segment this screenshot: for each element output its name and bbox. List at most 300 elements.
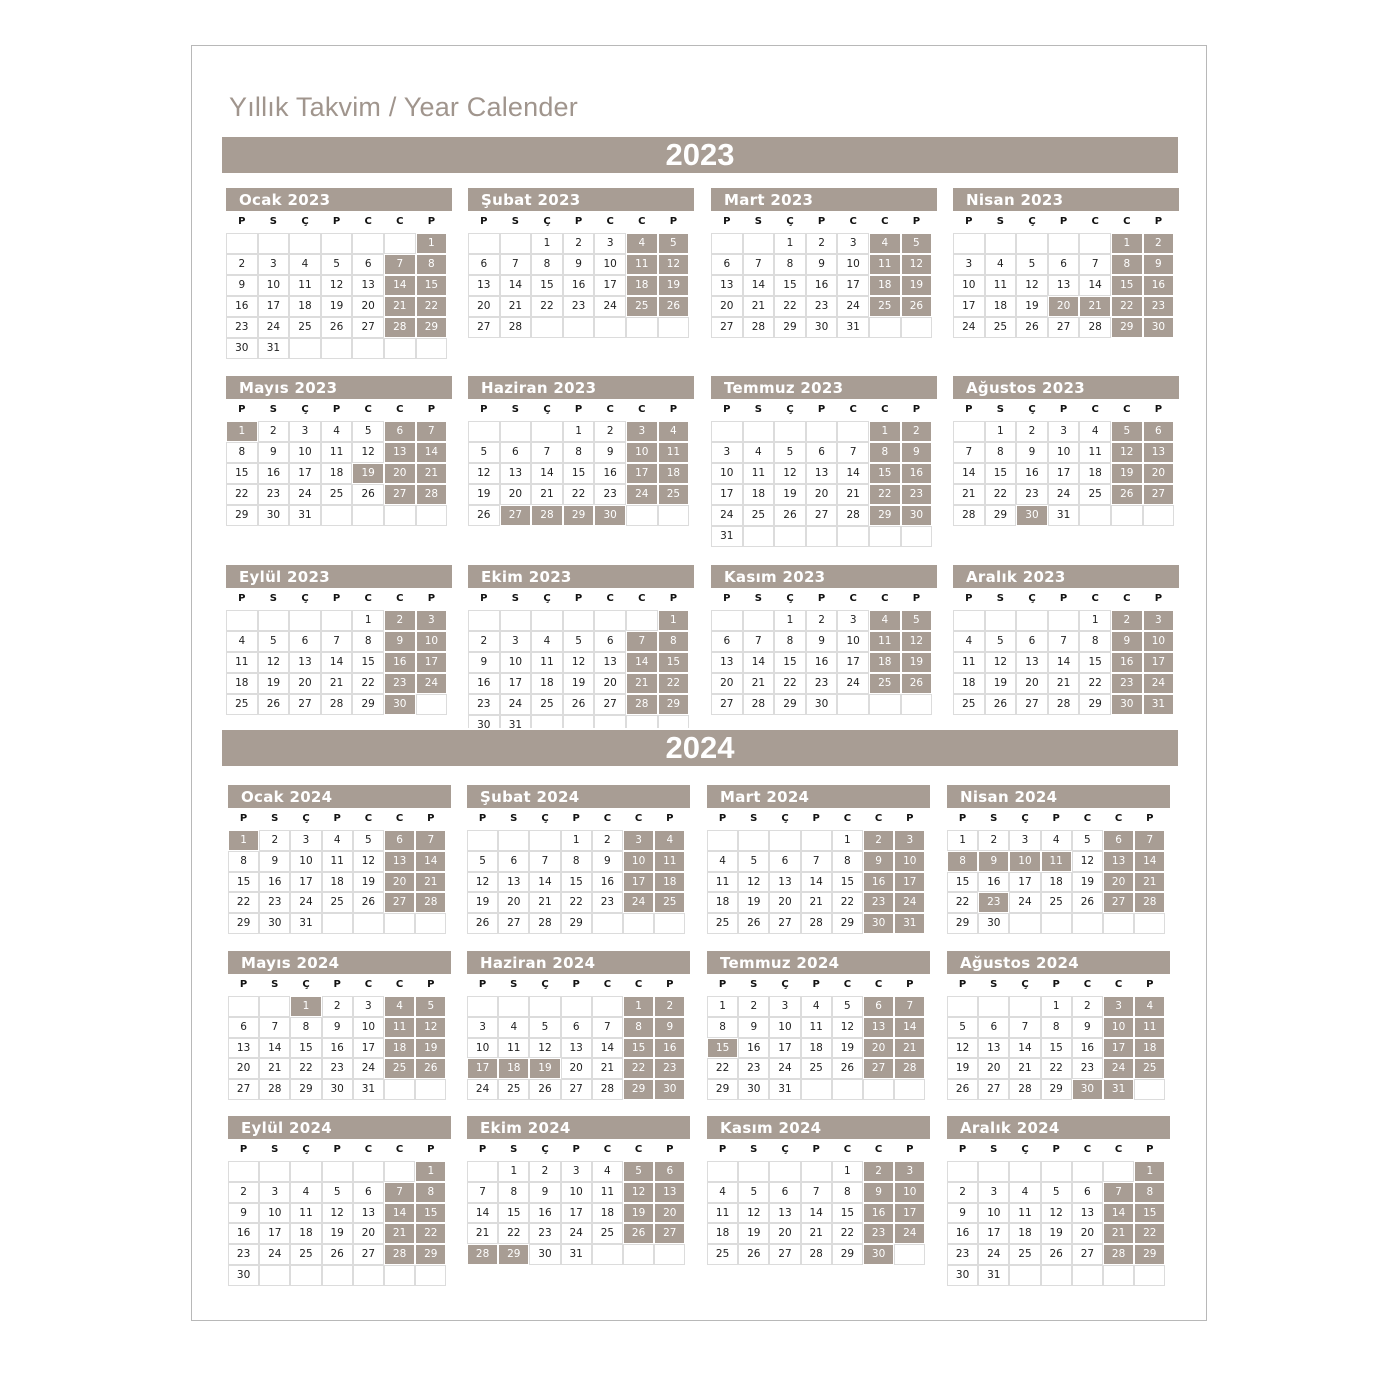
day-cell: 20 [863,1038,894,1059]
day-cell: 19 [467,892,498,913]
day-cell: 20 [769,892,800,913]
day-cell: 10 [353,1017,384,1038]
empty-day-cell [769,830,800,851]
day-cell: 25 [1134,1058,1165,1079]
day-cell: 7 [1134,830,1165,851]
weekday-label: C [1091,593,1099,604]
day-cell: 6 [228,1017,259,1038]
empty-day-cell [1041,1265,1072,1286]
day-cell: 22 [290,1058,321,1079]
day-cell: 12 [415,1017,446,1038]
day-cell: 22 [561,892,592,913]
day-cell: 27 [384,892,415,913]
day-cell: 18 [626,275,658,296]
day-cell: 18 [1009,1223,1040,1244]
day-cell: 25 [1079,484,1111,505]
day-cell: 10 [290,851,321,872]
day-cell: 26 [832,1058,863,1079]
day-cell: 28 [743,317,775,338]
day-cell: 1 [774,610,806,631]
day-cell: 13 [711,652,743,673]
weekday-label: P [1052,979,1060,990]
weekday-label: C [606,593,614,604]
day-cell: 30 [978,913,1009,934]
day-cell: 28 [321,694,353,715]
empty-day-cell [415,1079,446,1100]
day-cell: 4 [531,631,563,652]
weekday-label: S [271,1144,279,1155]
weekday-label: S [271,813,279,824]
day-cell: 13 [1143,442,1175,463]
weekday-label: C [364,979,373,990]
day-cell: 8 [774,631,806,652]
day-cell: 28 [384,1244,415,1265]
day-cell: 22 [707,1058,738,1079]
day-cell: 30 [594,505,626,526]
weekday-label: Ç [786,593,794,604]
day-cell: 5 [258,631,290,652]
weekday-header-row [228,808,451,830]
day-cell: 29 [947,913,978,934]
day-cell: 14 [500,275,532,296]
day-cell: 18 [226,673,258,694]
day-cell: 18 [869,275,901,296]
empty-day-cell [467,830,498,851]
weekday-label: P [239,979,248,990]
weekday-label: Ç [541,1144,549,1155]
day-cell: 21 [894,1038,925,1059]
day-cell: 9 [806,631,838,652]
day-cell: 31 [894,913,925,934]
day-cell: 23 [901,484,933,505]
day-cell: 23 [258,484,290,505]
day-cell: 12 [1016,275,1048,296]
empty-day-cell [322,913,353,934]
month-block [947,1116,1170,1286]
weekday-label: S [511,216,519,227]
day-cell: 26 [563,694,595,715]
day-cell: 17 [289,463,321,484]
day-cell: 20 [353,1223,384,1244]
empty-day-cell [1016,610,1048,631]
weekday-label: C [874,979,883,990]
day-cell: 19 [1041,1223,1072,1244]
day-cell: 22 [1111,296,1143,317]
day-cell: 11 [226,652,258,673]
empty-day-cell [978,1161,1009,1182]
day-cell: 6 [711,254,743,275]
day-cell: 16 [594,463,626,484]
day-cell: 5 [1111,421,1143,442]
empty-day-cell [592,913,623,934]
day-cell: 1 [226,421,258,442]
day-cell: 25 [654,892,685,913]
day-cell: 20 [711,296,743,317]
weekday-label: Ç [543,216,551,227]
day-cell: 5 [738,851,769,872]
day-cell: 28 [531,505,563,526]
day-cell: 5 [563,631,595,652]
day-cell: 21 [837,484,869,505]
day-cell: 4 [654,830,685,851]
day-cell: 15 [1041,1038,1072,1059]
month-title: Ekim 2024 [467,1116,690,1139]
empty-day-cell [529,830,560,851]
day-cell: 14 [467,1203,498,1224]
day-cell: 23 [1143,296,1175,317]
weekday-label: C [364,404,372,415]
day-cell: 5 [467,851,498,872]
day-cell: 24 [837,296,869,317]
day-cell: 5 [832,996,863,1017]
day-cell: 4 [290,1182,321,1203]
day-cell: 22 [1079,673,1111,694]
day-cell: 20 [384,463,416,484]
day-grid [947,830,1165,934]
weekday-label: C [1114,1144,1123,1155]
day-cell: 20 [1143,463,1175,484]
day-cell: 5 [468,442,500,463]
day-cell: 6 [1103,830,1134,851]
day-cell: 13 [228,1038,259,1059]
day-cell: 13 [769,1203,800,1224]
weekday-label: P [718,1144,727,1155]
day-cell: 21 [416,463,448,484]
day-cell: 28 [500,317,532,338]
day-cell: 17 [894,1203,925,1224]
weekday-label: P [427,979,435,990]
day-cell: 10 [289,442,321,463]
day-cell: 24 [769,1058,800,1079]
day-cell: 17 [978,1223,1009,1244]
day-cell: 6 [1016,631,1048,652]
day-cell: 29 [1079,694,1111,715]
day-cell: 10 [1048,442,1080,463]
weekday-label: S [996,404,1004,415]
day-cell: 3 [623,830,654,851]
day-cell: 9 [226,275,258,296]
day-cell: 4 [953,631,985,652]
weekday-label: P [817,404,826,415]
day-cell: 24 [1103,1058,1134,1079]
day-cell: 16 [1072,1038,1103,1059]
day-cell: 20 [468,296,500,317]
day-cell: 26 [1041,1244,1072,1265]
day-cell: 16 [947,1223,978,1244]
day-cell: 20 [498,892,529,913]
day-cell: 5 [353,830,384,851]
day-cell: 27 [352,317,384,338]
weekday-label: C [1091,404,1099,415]
day-cell: 7 [801,851,832,872]
day-cell: 11 [985,275,1017,296]
weekday-label: Ç [1021,1144,1029,1155]
weekday-label: P [669,404,678,415]
day-cell: 27 [384,484,416,505]
day-cell: 7 [801,1182,832,1203]
day-cell: 21 [592,1058,623,1079]
empty-day-cell [832,1079,863,1100]
day-cell: 26 [901,673,933,694]
day-cell: 17 [258,296,290,317]
day-cell: 31 [289,505,321,526]
weekday-header-row [947,974,1170,996]
day-cell: 26 [738,913,769,934]
day-cell: 16 [654,1038,685,1059]
weekday-label: P [965,404,973,415]
day-cell: 30 [226,338,258,359]
day-cell: 11 [1041,851,1072,872]
day-cell: 21 [529,892,560,913]
weekday-label: S [510,979,518,990]
day-cell: 17 [353,1038,384,1059]
day-cell: 7 [1048,631,1080,652]
weekday-label: P [1146,1144,1154,1155]
empty-day-cell [894,1079,925,1100]
day-cell: 14 [837,463,869,484]
day-grid [467,996,685,1100]
day-cell: 8 [832,851,863,872]
weekday-label: S [269,404,277,415]
day-cell: 13 [1103,851,1134,872]
day-cell: 3 [1143,610,1175,631]
day-cell: 14 [894,1017,925,1038]
weekday-label: S [990,979,998,990]
day-cell: 21 [1009,1058,1040,1079]
empty-day-cell [707,1161,738,1182]
day-cell: 15 [415,1203,446,1224]
weekday-label: C [396,404,404,415]
day-cell: 12 [563,652,595,673]
empty-day-cell [290,1161,321,1182]
day-cell: 28 [415,892,446,913]
day-cell: 10 [769,1017,800,1038]
day-cell: 12 [738,1203,769,1224]
day-cell: 21 [1048,673,1080,694]
day-cell: 8 [623,1017,654,1038]
day-cell: 13 [561,1038,592,1059]
day-cell: 24 [290,892,321,913]
day-cell: 27 [978,1079,1009,1100]
day-cell: 7 [259,1017,290,1038]
day-cell: 5 [1072,830,1103,851]
weekday-label: P [958,979,967,990]
day-cell: 18 [953,673,985,694]
day-cell: 31 [1048,505,1080,526]
weekday-label: C [603,813,612,824]
day-cell: 10 [1009,851,1040,872]
day-cell: 31 [1143,694,1175,715]
day-cell: 13 [863,1017,894,1038]
day-cell: 27 [498,913,529,934]
day-cell: 27 [228,1079,259,1100]
empty-day-cell [384,1161,415,1182]
month-block [467,1116,690,1265]
day-cell: 4 [498,1017,529,1038]
day-cell: 29 [832,1244,863,1265]
day-cell: 10 [594,254,626,275]
day-cell: 28 [592,1079,623,1100]
day-cell: 4 [321,421,353,442]
day-cell: 6 [806,442,838,463]
day-cell: 3 [259,1182,290,1203]
day-cell: 6 [1048,254,1080,275]
empty-day-cell [1103,1161,1134,1182]
day-cell: 24 [353,1058,384,1079]
day-cell: 17 [1048,463,1080,484]
day-cell: 7 [743,631,775,652]
day-cell: 7 [894,996,925,1017]
empty-day-cell [1134,913,1165,934]
day-cell: 12 [352,442,384,463]
day-cell: 1 [1041,996,1072,1017]
day-cell: 21 [384,296,416,317]
day-cell: 2 [806,610,838,631]
day-cell: 25 [322,892,353,913]
day-cell: 24 [1009,892,1040,913]
day-cell: 4 [626,233,658,254]
day-cell: 24 [1048,484,1080,505]
day-cell: 1 [707,996,738,1017]
day-cell: 23 [806,673,838,694]
day-cell: 19 [1016,296,1048,317]
day-cell: 8 [869,442,901,463]
day-cell: 30 [1111,694,1143,715]
empty-day-cell [467,996,498,1017]
weekday-header-row [228,1139,451,1161]
weekday-label: P [817,593,826,604]
weekday-label: P [333,979,341,990]
empty-day-cell [228,1161,259,1182]
weekday-label: S [754,593,762,604]
day-cell: 22 [1041,1058,1072,1079]
day-cell: 23 [592,892,623,913]
day-cell: 23 [1016,484,1048,505]
day-cell: 8 [774,254,806,275]
day-cell: 7 [592,1017,623,1038]
empty-day-cell [953,610,985,631]
day-cell: 7 [321,631,353,652]
day-cell: 31 [837,317,869,338]
day-cell: 27 [1048,317,1080,338]
day-cell: 29 [1111,317,1143,338]
weekday-label: S [511,404,519,415]
empty-day-cell [1103,913,1134,934]
empty-day-cell [947,1161,978,1182]
day-cell: 8 [1134,1182,1165,1203]
weekday-label: C [1114,813,1123,824]
day-cell: 13 [384,442,416,463]
day-cell: 28 [743,694,775,715]
day-cell: 6 [863,996,894,1017]
day-cell: 15 [416,275,448,296]
day-cell: 20 [1072,1223,1103,1244]
day-cell: 28 [1009,1079,1040,1100]
day-cell: 18 [322,872,353,893]
empty-day-cell [1041,1161,1072,1182]
day-cell: 31 [500,715,532,728]
weekday-label: Ç [301,216,309,227]
day-cell: 16 [258,463,290,484]
day-cell: 17 [769,1038,800,1059]
day-cell: 5 [1016,254,1048,275]
day-cell: 14 [592,1038,623,1059]
weekday-label: P [238,216,246,227]
empty-day-cell [738,1161,769,1182]
empty-day-cell [863,1079,894,1100]
day-cell: 12 [774,463,806,484]
day-cell: 4 [384,996,415,1017]
day-cell: 26 [901,296,933,317]
day-cell: 14 [1103,1203,1134,1224]
day-cell: 6 [594,631,626,652]
month-block [467,785,690,934]
day-cell: 24 [594,296,626,317]
day-cell: 9 [1143,254,1175,275]
day-cell: 4 [985,254,1017,275]
weekday-label: C [395,813,404,824]
day-cell: 12 [322,1203,353,1224]
empty-day-cell [801,830,832,851]
empty-day-cell [1041,913,1072,934]
day-cell: 16 [592,872,623,893]
day-grid [707,830,925,934]
day-cell: 14 [416,442,448,463]
day-cell: 10 [1103,1017,1134,1038]
day-cell: 30 [1016,505,1048,526]
day-cell: 1 [623,996,654,1017]
day-cell: 9 [863,1182,894,1203]
day-cell: 4 [707,1182,738,1203]
day-cell: 6 [654,1161,685,1182]
day-cell: 14 [801,1203,832,1224]
day-cell: 6 [769,851,800,872]
weekday-label: C [849,593,857,604]
day-cell: 8 [707,1017,738,1038]
month-block [947,951,1170,1100]
day-cell: 26 [1111,484,1143,505]
day-cell: 28 [384,317,416,338]
weekday-label: P [478,979,487,990]
day-cell: 9 [978,851,1009,872]
day-cell: 3 [1103,996,1134,1017]
day-cell: 6 [561,1017,592,1038]
day-cell: 6 [500,442,532,463]
day-cell: 26 [947,1079,978,1100]
day-cell: 4 [1134,996,1165,1017]
weekday-label: P [1154,404,1163,415]
weekday-label: C [1083,979,1092,990]
day-cell: 8 [352,631,384,652]
weekday-label: P [723,404,731,415]
day-cell: 27 [561,1079,592,1100]
weekday-label: C [874,1144,883,1155]
month-block [947,785,1170,934]
year-banner-2023: 2023 [222,137,1178,173]
day-cell: 20 [500,484,532,505]
day-cell: 25 [658,484,690,505]
empty-day-cell [1009,996,1040,1017]
day-cell: 5 [529,1017,560,1038]
weekday-label: Ç [1028,404,1036,415]
day-cell: 21 [743,296,775,317]
month-block [228,951,451,1100]
day-cell: 17 [594,275,626,296]
empty-day-cell [290,1265,321,1286]
day-cell: 27 [289,694,321,715]
day-cell: 2 [322,996,353,1017]
weekday-label: C [881,404,889,415]
